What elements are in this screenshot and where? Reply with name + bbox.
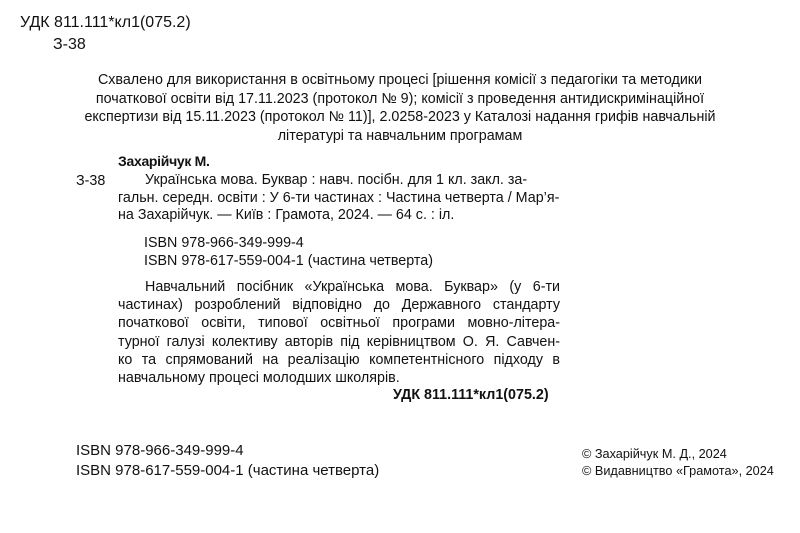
annotation	[118, 278, 560, 387]
footer-isbn-list	[76, 441, 379, 481]
bibliographic-description	[118, 172, 588, 225]
udk-classification-header: УДК 811.111*кл1(075.2)	[20, 14, 191, 31]
approval-line: Схвалено для використання в освітньому процесі [рішення комісії з педагогіки та методики	[97, 72, 703, 88]
author-name: Захарійчук М.	[118, 153, 210, 169]
annotation-line: початкової освіти, типової освітньої програми мовно-літера-	[118, 315, 560, 332]
annotation-line: навчальному процесі молодших школярів.	[118, 370, 400, 387]
record-isbn-list	[144, 234, 433, 270]
isbn-entry: ISBN 978-966-349-999-4	[76, 442, 244, 459]
approval-notice	[40, 71, 760, 145]
annotation-line: Навчальний посібник «Українська мова. Буквар» (у 6-ти	[145, 279, 560, 295]
copyright-line: © Захарійчук М. Д., 2024	[582, 447, 727, 461]
copyright-line: © Видавництво «Грамота», 2024	[582, 464, 774, 478]
isbn-entry: ISBN 978-617-559-004-1 (частина четверта)	[76, 462, 380, 479]
annotation-line: частинах) розроблений відповідно до Державного стандарту	[118, 297, 560, 314]
annotation-line: ко та спрямований на реалізацію компетентнісного підходу в	[118, 351, 560, 368]
record-udk: УДК 811.111*кл1(075.2)	[393, 387, 549, 403]
copyright-notice	[582, 446, 774, 480]
approval-line: літературі та навчальним програмам	[277, 127, 523, 144]
annotation-line: турної галузі колективу авторів під керівництвом О. Я. Савчен-	[118, 333, 560, 350]
isbn-entry: ISBN 978-966-349-999-4	[144, 235, 304, 251]
author-code: З-38	[76, 173, 106, 189]
approval-line: експертизи від 15.11.2023 (протокол № 11)], 2.0258-2023 у Каталозі надання грифів навчальній	[84, 109, 716, 125]
description-line: гальн. середн. освіти : У 6-ти частинах : Частина четверта / Мар’я-	[118, 189, 560, 206]
description-line: Українська мова. Буквар : навч. посібн. для 1 кл. закл. за-	[145, 172, 528, 188]
isbn-entry: ISBN 978-617-559-004-1 (частина четверта)	[144, 253, 433, 269]
approval-line: початкової освіти від 17.11.2023 (протокол № 9); комісії з проведення антидискримінаційної	[95, 90, 705, 107]
author-code-header: З-38	[53, 36, 86, 53]
description-line: на Захарійчук. — Київ : Грамота, 2024. — 64 с. : іл.	[118, 207, 455, 224]
